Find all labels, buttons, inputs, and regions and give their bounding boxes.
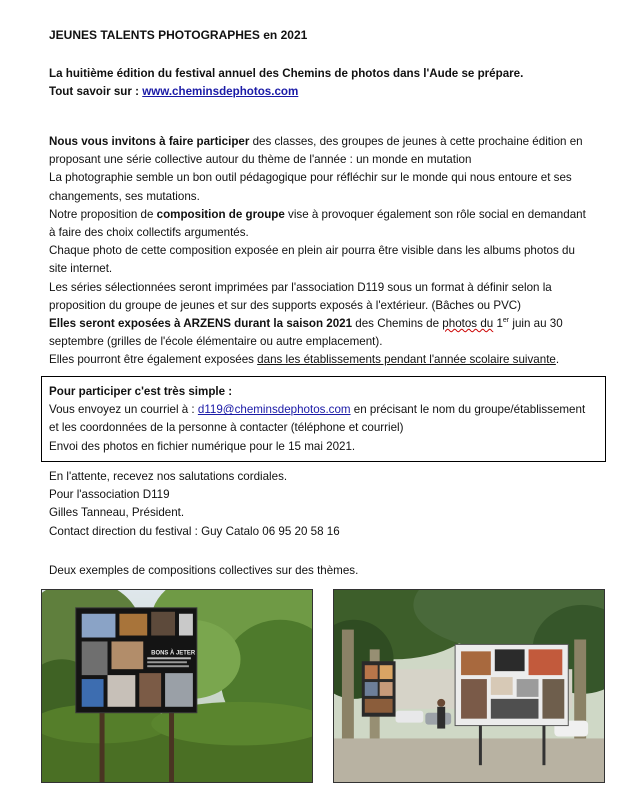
composition-rest: vise à provoquer également son rôle social en demandant à faire des choix collectifs argumentés. bbox=[49, 207, 586, 240]
instructions-prefix: Vous envoyez un courriel à : bbox=[49, 403, 198, 417]
schools-prefix: Elles pourront être également exposées bbox=[49, 353, 258, 367]
panel-title: BONS À JETER bbox=[151, 650, 196, 657]
intro-link-prefix: Tout savoir sur : bbox=[49, 85, 143, 99]
examples-caption: Deux exemples de compositions collectives sur des thèmes. bbox=[49, 564, 359, 577]
website-link[interactable]: www.cheminsdephotos.com bbox=[142, 85, 299, 99]
composition-prefix: Notre proposition de bbox=[49, 207, 157, 221]
exhibition-mid: des Chemins de bbox=[352, 317, 443, 331]
schools-underlined: dans les établissements pendant l'année scolaire suivante bbox=[257, 353, 556, 367]
page-title: JEUNES TALENTS PHOTOGRAPHES en 2021 bbox=[49, 28, 308, 42]
exhibition-squiggle: photos du bbox=[442, 317, 494, 331]
body-text bbox=[49, 133, 594, 370]
participation-instructions bbox=[49, 401, 598, 437]
closing-greeting: En l'attente, recevez nos salutations cordiales. bbox=[49, 470, 288, 483]
participation-heading: Pour participer c'est très simple : bbox=[49, 385, 233, 398]
paragraph-exhibition bbox=[49, 315, 594, 351]
invite-bold: Nous vous invitons à faire participer bbox=[49, 135, 250, 148]
invite-rest: des classes, des groupes de jeunes à cette prochaine édition en proposant une série collective autour du thème de l'année : un monde en mutation bbox=[49, 135, 583, 167]
paragraph-series: Les séries sélectionnées seront imprimées par l'association D119 sous un format à définir selon la proposition du groupe de jeunes et sur des supports exposés à l'extérieur. (Bâches ou PVC) bbox=[49, 280, 552, 312]
example-photo-tree-lined-panels bbox=[333, 589, 605, 783]
exhibition-after: 1 bbox=[493, 317, 503, 331]
closing bbox=[49, 468, 594, 541]
participation-deadline: Envoi des photos en fichier numérique pour le 15 mai 2021. bbox=[49, 439, 356, 453]
exhibition-sup: er bbox=[502, 317, 510, 325]
intro bbox=[49, 65, 594, 101]
paragraph-invite bbox=[49, 133, 594, 169]
intro-link-line bbox=[49, 83, 594, 101]
exhibition-bold: Elles seront exposées à ARZENS durant la saison 2021 bbox=[49, 317, 353, 331]
paragraph-photography: La photographie semble un bon outil pédagogique pour réfléchir sur le monde qui nous entoure et ses changements, ses mutations. bbox=[49, 171, 572, 203]
composition-bold: composition de groupe bbox=[156, 207, 285, 221]
intro-line: La huitième édition du festival annuel des Chemins de photos dans l'Aude se prépare. bbox=[49, 67, 524, 80]
closing-association: Pour l'association D119 bbox=[49, 488, 170, 502]
paragraph-composition bbox=[49, 206, 594, 242]
exhibition-rest: juin au 30 septembre (grilles de l'école élémentaire ou autre emplacement). bbox=[49, 317, 563, 349]
instructions-rest: en précisant le nom du groupe/établissement et les coordonnées de la personne à contacter (téléphone et courriel) bbox=[49, 403, 586, 435]
participation-box bbox=[41, 376, 606, 462]
closing-contact: Contact direction du festival : Guy Catalo 06 95 20 58 16 bbox=[49, 524, 340, 538]
paragraph-schools bbox=[49, 351, 594, 369]
example-photo-garden-panel bbox=[41, 589, 313, 783]
paragraph-visibility: Chaque photo de cette composition exposée en plein air pourra être visible dans les albums photos du site internet. bbox=[49, 244, 575, 276]
email-link[interactable]: d119@cheminsdephotos.com bbox=[197, 403, 351, 417]
closing-signature: Gilles Tanneau, Président. bbox=[49, 506, 185, 520]
schools-end: . bbox=[555, 353, 560, 367]
